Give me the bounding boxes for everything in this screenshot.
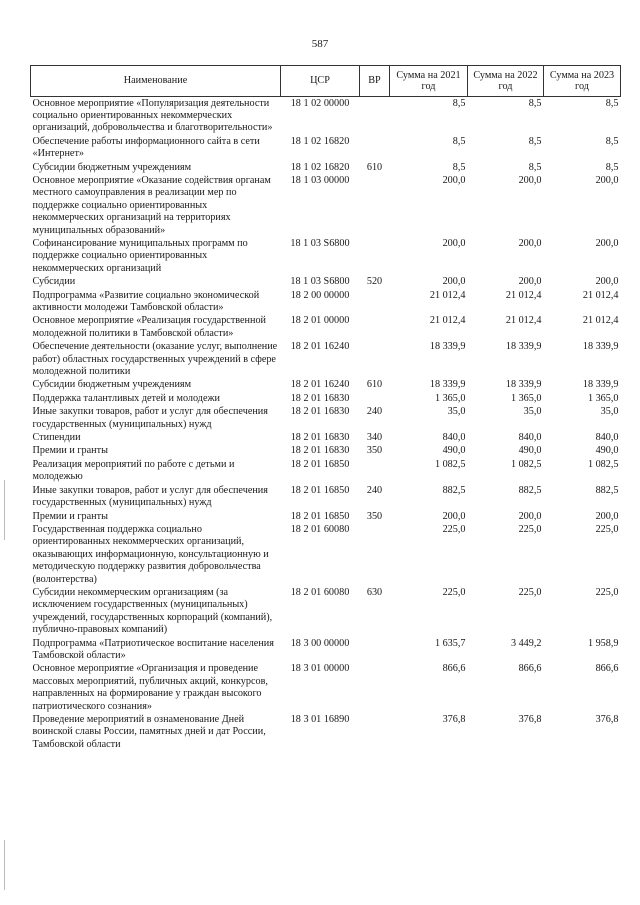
table-row xyxy=(31,379,621,392)
row-sum-2021: 200,0 xyxy=(442,237,466,249)
row-sum-2022: 200,0 xyxy=(518,510,542,522)
row-csr: 18 1 03 00000 xyxy=(290,174,350,186)
row-csr: 18 2 01 16830 xyxy=(290,432,350,444)
table-row xyxy=(31,97,621,136)
table-row xyxy=(31,445,621,458)
table-row xyxy=(31,341,621,379)
row-sum-2021: 376,8 xyxy=(442,714,466,725)
table-row xyxy=(31,406,621,432)
row-sum-2021: 8,5 xyxy=(452,161,466,173)
row-csr: 18 2 01 60080 xyxy=(290,586,350,598)
row-csr: 18 3 00 00000 xyxy=(290,637,350,649)
row-sum-2023: 200,0 xyxy=(595,237,619,249)
row-csr: 18 2 01 16830 xyxy=(290,392,350,404)
row-sum-2023: 8,5 xyxy=(605,97,619,109)
row-csr: 18 3 01 16890 xyxy=(290,714,350,725)
row-csr: 18 1 03 S6800 xyxy=(290,276,350,288)
row-sum-2022: 21 012,4 xyxy=(505,315,542,327)
row-sum-2023: 1 082,5 xyxy=(587,458,619,470)
row-csr: 18 1 03 S6800 xyxy=(290,237,350,249)
table-row xyxy=(31,714,621,752)
row-name: Иные закупки товаров, работ и услуг для обеспечения государственных (муниципальных) нужд xyxy=(32,484,268,509)
row-csr: 18 2 01 16850 xyxy=(290,484,350,496)
row-sum-2022: 1 082,5 xyxy=(510,458,542,470)
row-vr xyxy=(360,714,390,752)
row-sum-2022: 35,0 xyxy=(523,406,542,418)
row-sum-2023: 376,8 xyxy=(595,714,619,725)
table-row xyxy=(31,510,621,523)
row-name: Основное мероприятие «Реализация государственной молодежной политики в Тамбовской области» xyxy=(32,315,266,339)
table-row xyxy=(31,276,621,289)
row-sum-2023: 8,5 xyxy=(605,161,619,173)
row-name: Поддержка талантливых детей и молодежи xyxy=(32,392,220,404)
row-sum-2023: 21 012,4 xyxy=(582,315,619,327)
row-vr xyxy=(360,174,390,237)
row-name: Иные закупки товаров, работ и услуг для обеспечения государственных (муниципальных) нужд xyxy=(32,406,268,430)
page-number: 587 xyxy=(311,38,329,50)
header-sum-2021: Сумма на 2021 год xyxy=(390,66,468,97)
table-row xyxy=(31,315,621,341)
row-sum-2021: 1 082,5 xyxy=(434,458,466,470)
header-sum-2023: Сумма на 2023 год xyxy=(544,66,621,97)
row-sum-2023: 35,0 xyxy=(600,406,619,418)
row-sum-2023: 8,5 xyxy=(605,135,619,147)
table-row xyxy=(31,523,621,586)
row-vr xyxy=(360,237,390,275)
row-sum-2021: 1 635,7 xyxy=(434,637,466,649)
row-sum-2022: 866,6 xyxy=(518,663,542,675)
row-name: Премии и гранты xyxy=(32,510,108,522)
row-sum-2022: 225,0 xyxy=(518,586,542,598)
row-sum-2022: 8,5 xyxy=(528,97,542,109)
row-sum-2022: 18 339,9 xyxy=(505,379,542,391)
row-sum-2022: 1 365,0 xyxy=(510,392,542,404)
row-sum-2022: 200,0 xyxy=(518,237,542,249)
table-row xyxy=(31,458,621,484)
row-csr: 18 1 02 16820 xyxy=(290,161,350,173)
row-csr: 18 1 02 16820 xyxy=(290,135,350,147)
row-sum-2021: 200,0 xyxy=(442,174,466,186)
row-sum-2023: 840,0 xyxy=(595,432,619,444)
row-vr xyxy=(360,637,390,663)
row-name: Софинансирование муниципальных программ по поддержке социально ориентированных некоммерческих организаций xyxy=(32,237,248,274)
budget-table xyxy=(30,65,621,752)
row-vr: 350 xyxy=(366,445,383,457)
row-sum-2021: 18 339,9 xyxy=(429,379,466,391)
row-sum-2023: 200,0 xyxy=(595,174,619,186)
header-sum-2022: Сумма на 2022 год xyxy=(468,66,544,97)
row-name: Основное мероприятие «Организация и проведение массовых мероприятий, публичных акций, конкурсов, направленных на формирование у граждан высокого патриотического сознания» xyxy=(32,663,268,712)
table-row xyxy=(31,237,621,275)
row-vr: 630 xyxy=(366,586,383,598)
row-csr: 18 3 01 00000 xyxy=(290,663,350,675)
scan-edge-mark xyxy=(4,480,5,540)
table-row xyxy=(31,135,621,161)
scan-edge-mark xyxy=(4,840,5,890)
row-sum-2022: 3 449,2 xyxy=(510,637,542,649)
row-sum-2022: 200,0 xyxy=(518,174,542,186)
row-name: Проведение мероприятий в ознаменование Дней воинской славы России, памятных дней и дат России, Тамбовской области xyxy=(32,714,266,750)
row-sum-2022: 225,0 xyxy=(518,523,542,535)
table-row xyxy=(31,174,621,237)
row-sum-2023: 225,0 xyxy=(595,586,619,598)
row-sum-2023: 18 339,9 xyxy=(582,341,619,353)
row-name: Субсидии xyxy=(32,276,76,288)
row-sum-2023: 882,5 xyxy=(595,484,619,496)
header-csr: ЦСР xyxy=(281,66,360,97)
table-row xyxy=(31,289,621,315)
row-sum-2021: 840,0 xyxy=(442,432,466,444)
header-name: Наименование xyxy=(31,66,281,97)
table-row xyxy=(31,432,621,445)
row-name: Государственная поддержка социально ориентированных некоммерческих организаций, оказывающих информационную, консультационную и методическую поддержку развития добровольчества (волонтерства) xyxy=(32,523,269,585)
row-sum-2022: 200,0 xyxy=(518,276,542,288)
row-sum-2022: 840,0 xyxy=(518,432,542,444)
row-sum-2022: 21 012,4 xyxy=(505,289,542,301)
row-name: Обеспечение работы информационного сайта в сети «Интернет» xyxy=(32,135,260,160)
row-vr xyxy=(360,341,390,379)
row-sum-2022: 18 339,9 xyxy=(505,341,542,353)
row-name: Подпрограмма «Патриотическое воспитание населения Тамбовской области» xyxy=(32,637,274,661)
row-csr: 18 1 02 00000 xyxy=(290,97,350,109)
row-sum-2021: 21 012,4 xyxy=(429,315,466,327)
row-vr: 610 xyxy=(366,161,383,173)
row-csr: 18 2 01 16850 xyxy=(290,510,350,522)
row-vr xyxy=(360,523,390,586)
table-row xyxy=(31,484,621,510)
table-row xyxy=(31,663,621,714)
row-sum-2021: 882,5 xyxy=(442,484,466,496)
row-sum-2023: 225,0 xyxy=(595,523,619,535)
row-csr: 18 2 01 16830 xyxy=(290,406,350,418)
table-body xyxy=(31,97,621,752)
row-sum-2023: 18 339,9 xyxy=(582,379,619,391)
row-name: Обеспечение деятельности (оказание услуг, выполнение работ) областных государственных учреждений в сфере молодежной политики xyxy=(32,341,278,378)
row-csr: 18 2 01 16240 xyxy=(290,341,350,353)
row-vr xyxy=(360,392,390,405)
row-vr: 240 xyxy=(366,484,383,496)
table-header-row xyxy=(31,66,621,97)
row-name: Стипендии xyxy=(32,432,81,444)
row-sum-2023: 200,0 xyxy=(595,510,619,522)
row-sum-2023: 21 012,4 xyxy=(582,289,619,301)
row-name: Субсидии бюджетным учреждениям xyxy=(32,161,192,173)
row-csr: 18 2 01 16240 xyxy=(290,379,350,391)
row-sum-2021: 8,5 xyxy=(452,135,466,147)
row-sum-2022: 490,0 xyxy=(518,445,542,457)
row-sum-2022: 8,5 xyxy=(528,135,542,147)
row-vr xyxy=(360,458,390,484)
row-sum-2021: 225,0 xyxy=(442,586,466,598)
row-name: Субсидии бюджетным учреждениям xyxy=(32,379,192,391)
row-vr: 240 xyxy=(366,406,383,418)
row-sum-2021: 200,0 xyxy=(442,276,466,288)
row-csr: 18 2 01 16830 xyxy=(290,445,350,457)
row-csr: 18 2 01 00000 xyxy=(290,315,350,327)
table-row xyxy=(31,392,621,405)
row-sum-2021: 35,0 xyxy=(447,406,466,418)
row-sum-2023: 490,0 xyxy=(595,445,619,457)
row-csr: 18 2 01 16850 xyxy=(290,458,350,470)
row-name: Премии и гранты xyxy=(32,445,108,457)
row-vr xyxy=(360,97,390,136)
table-row xyxy=(31,586,621,637)
row-sum-2023: 200,0 xyxy=(595,276,619,288)
row-sum-2023: 1 958,9 xyxy=(587,637,619,649)
row-sum-2023: 1 365,0 xyxy=(587,392,619,404)
row-csr: 18 2 00 00000 xyxy=(290,289,350,301)
row-vr xyxy=(360,663,390,714)
row-sum-2021: 866,6 xyxy=(442,663,466,675)
header-vr: ВР xyxy=(360,66,390,97)
row-vr xyxy=(360,289,390,315)
row-name: Подпрограмма «Развитие социально экономической активности молодежи Тамбовской области» xyxy=(32,289,260,313)
row-sum-2021: 490,0 xyxy=(442,445,466,457)
row-vr xyxy=(360,135,390,161)
row-name: Основное мероприятие «Оказание содействия органам местного самоуправления в реализации мер по поддержке социально ориентированных некоммерческих организаций на территориях муниципальных образований» xyxy=(32,174,271,236)
row-vr: 350 xyxy=(366,510,383,522)
row-csr: 18 2 01 60080 xyxy=(290,523,350,535)
row-vr: 610 xyxy=(366,379,383,391)
row-sum-2021: 8,5 xyxy=(452,97,466,109)
table-row xyxy=(31,161,621,174)
row-sum-2021: 1 365,0 xyxy=(434,392,466,404)
row-sum-2022: 882,5 xyxy=(518,484,542,496)
table-row xyxy=(31,637,621,663)
row-vr xyxy=(360,315,390,341)
row-sum-2021: 225,0 xyxy=(442,523,466,535)
row-sum-2021: 200,0 xyxy=(442,510,466,522)
row-name: Основное мероприятие «Популяризация деятельности социально ориентированных некоммерческих организаций, добровольчества и благотворительности» xyxy=(32,97,273,134)
row-sum-2022: 8,5 xyxy=(528,161,542,173)
row-sum-2021: 21 012,4 xyxy=(429,289,466,301)
row-vr: 340 xyxy=(366,432,383,444)
row-sum-2022: 376,8 xyxy=(518,714,542,725)
row-name: Реализация мероприятий по работе с детьми и молодежью xyxy=(32,458,235,483)
row-name: Субсидии некоммерческим организациям (за исключением государственных (муниципальных) учреждений, государственных корпораций (компаний), публично-правовых компаний) xyxy=(32,586,273,636)
row-sum-2023: 866,6 xyxy=(595,663,619,675)
row-vr: 520 xyxy=(366,276,383,288)
row-sum-2021: 18 339,9 xyxy=(429,341,466,353)
